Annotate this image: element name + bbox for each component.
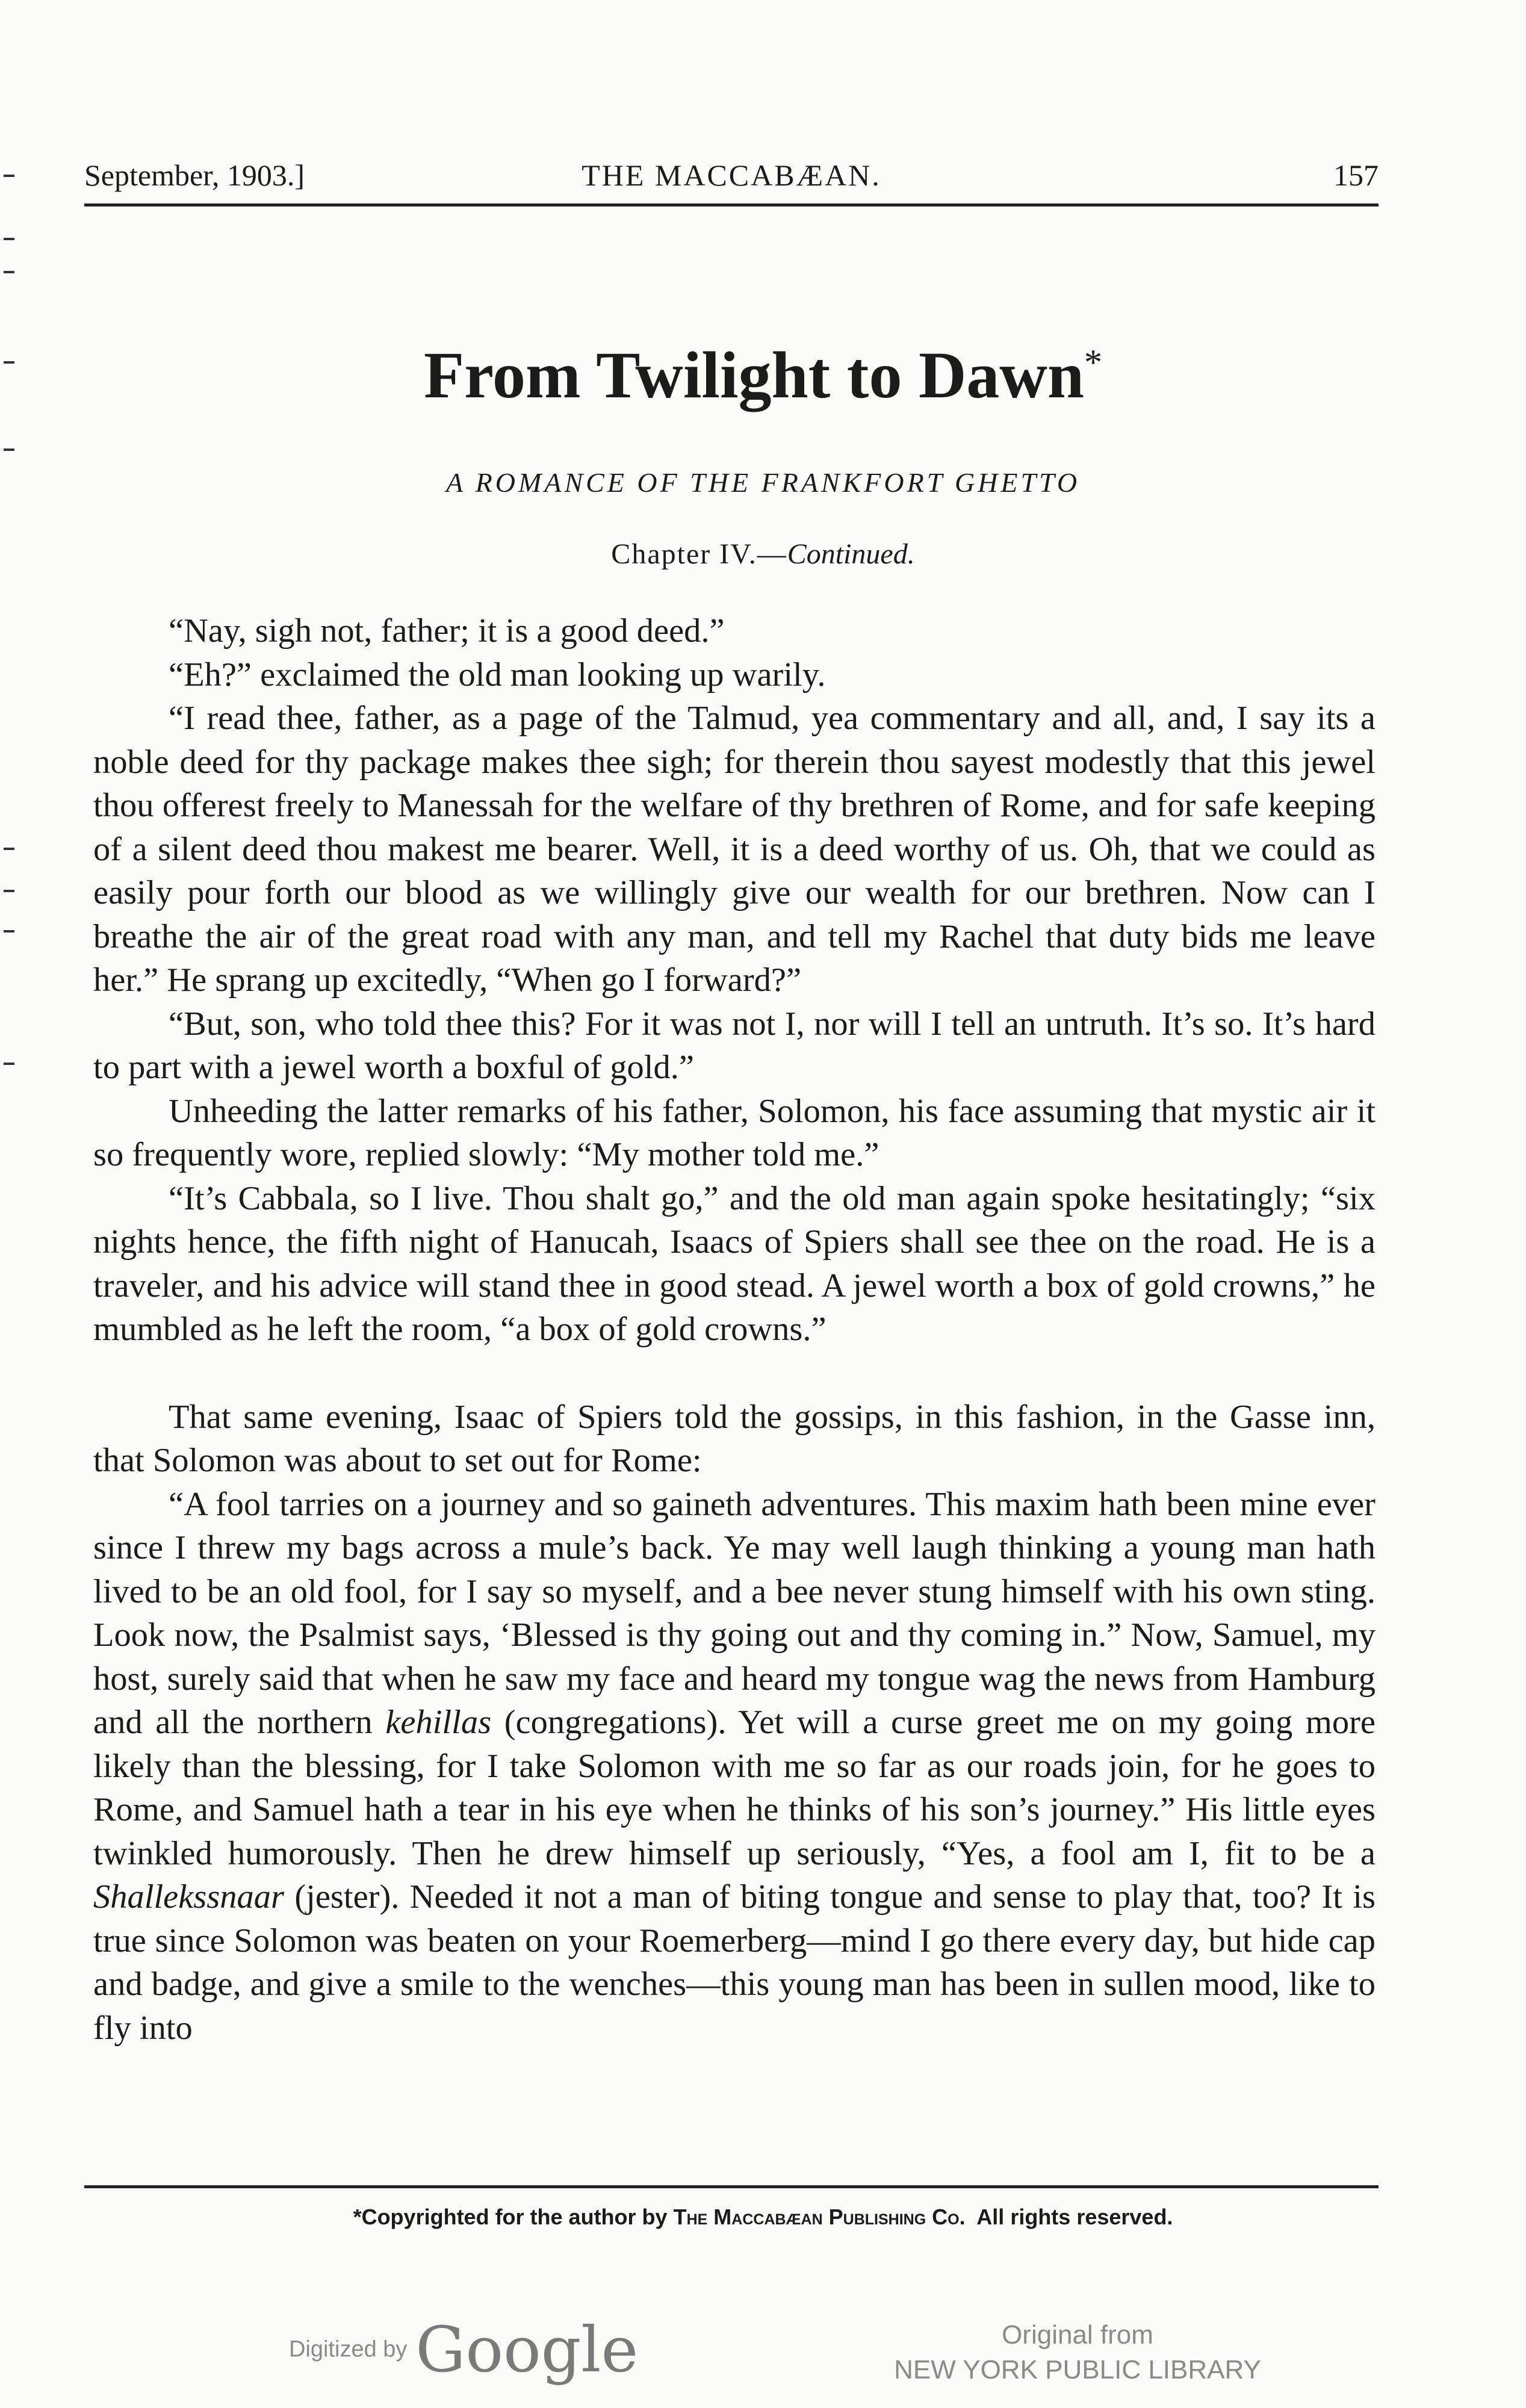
margin-mark <box>4 175 14 177</box>
article-subtitle: A ROMANCE OF THE FRANKFORT GHETTO <box>445 467 1081 498</box>
digitized-by-label: Digitized by <box>289 2336 408 2362</box>
margin-mark <box>4 930 14 932</box>
article-title <box>0 337 1526 414</box>
article-body <box>93 609 1376 2050</box>
paragraph-text: “A fool tarries on a journey and so gaineth adventures. This maxim hath been mine ever since I threw my bags across a mule’s back. Ye may well laugh thinking a young man hath lived to be an old fool, for I say so myself, and a bee never stung himself with his own sting. Look now, the Psalmist says, ‘Blessed is thy going out and thy coming in.” Now, Samuel, my host, surely said that when he saw my face and heard my tongue wag the news from Hamburg and all the northern <box>93 1485 1376 1741</box>
chapter-continued: Continued. <box>787 538 915 570</box>
google-logo: Google <box>415 2313 639 2386</box>
margin-mark <box>4 890 14 892</box>
paragraph-text: (congregations). Yet will a curse greet me on my going more likely than the blessing, for I take Solomon with me so far as our roads join, for he goes to Rome, and Samuel hath a tear in his eye when he thinks of his son’s journey.” His little eyes twinkled humorously. Then he drew himself up seriously, “Yes, a fool am I, fit to be a <box>93 1704 1376 1872</box>
journal-title: THE MACCABÆAN. <box>582 158 881 192</box>
page-number: 157 <box>1333 158 1379 192</box>
margin-mark <box>4 238 14 240</box>
digitized-by-watermark <box>289 2313 638 2386</box>
paragraph: “But, son, who told thee this? For it was not I, nor will I tell an untruth. It’s so. It’s hard to part with a jewel worth a boxful of gold.” <box>93 1005 1376 1086</box>
paragraph-text: (jester). Needed it not a man of biting tongue and sense to play that, too? It is true since Solomon was beaten on your Roemerberg—mind I go there every day, but hide cap and badge, and give a smile to the wenches—this young man has been in sullen mood, like to fly into <box>93 1878 1376 2047</box>
margin-mark <box>4 448 14 451</box>
italic-term: kehillas <box>385 1704 492 1741</box>
italic-term: Shallekssnaar <box>93 1878 285 1916</box>
paragraph: “It’s Cabbala, so I live. Thou shalt go,” and the old man again spoke hesitatingly; “six nights hence, the fifth night of Hanucah, Isaacs of Spiers shall see thee on the road. He is a traveler, and his advice will stand thee in good stead. A jewel worth a box of gold crowns,” he mumbled as he left the room, “a box of gold crowns.” <box>93 1179 1376 1348</box>
margin-mark <box>4 848 14 850</box>
paragraph: Unheeding the latter remarks of his father, Solomon, his face assuming that mystic air it so frequently wore, replied slowly: “My mother told me.” <box>93 1092 1376 1173</box>
library-name: NEW YORK PUBLIC LIBRARY <box>894 2355 1261 2385</box>
footnote-publisher: The Maccabæan Publishing Co. <box>673 2205 966 2229</box>
footnote-suffix: All rights reserved. <box>965 2205 1173 2229</box>
original-from-label: Original from <box>1002 2320 1153 2350</box>
chapter-heading <box>0 538 1526 571</box>
paragraph: “I read thee, father, as a page of the Talmud, yea commentary and all, and, I say its a noble deed for thy package makes thee sigh; for therein thou sayest modestly that this jewel thou offerest freely to Manessah for the welfare of thy brethren of Rome, and for safe keeping of a silent deed thou makest me bearer. Well, it is a deed worthy of us. Oh, that we could as easily pour forth our blood as we willingly give our wealth for our brethren. Now can I breathe the air of the great road with any man, and tell my Rachel that duty bids me leave her.” He sprang up excitedly, “When go I forward?” <box>93 700 1376 999</box>
running-header <box>84 158 1379 196</box>
paragraph: “Nay, sigh not, father; it is a good deed.” <box>169 612 725 650</box>
margin-mark <box>4 1063 14 1065</box>
header-rule <box>84 203 1379 206</box>
copyright-footnote <box>0 2205 1526 2230</box>
article-title-text: From Twilight to Dawn <box>424 338 1084 412</box>
paragraph <box>93 1483 1376 2050</box>
footnote-marker: * <box>1084 343 1102 382</box>
paragraph: That same evening, Isaac of Spiers told the gossips, in this fashion, in the Gasse inn, that Solomon was about to set out for Rome: <box>93 1398 1376 1479</box>
footnote-rule <box>84 2185 1379 2188</box>
library-attribution <box>885 2318 1270 2388</box>
margin-mark <box>4 271 14 273</box>
footnote-prefix: *Copyrighted for the author by <box>353 2205 674 2229</box>
paragraph: “Eh?” exclaimed the old man looking up warily. <box>169 656 826 694</box>
issue-date: September, 1903.] <box>84 158 305 192</box>
chapter-label: Chapter IV.— <box>611 538 787 570</box>
